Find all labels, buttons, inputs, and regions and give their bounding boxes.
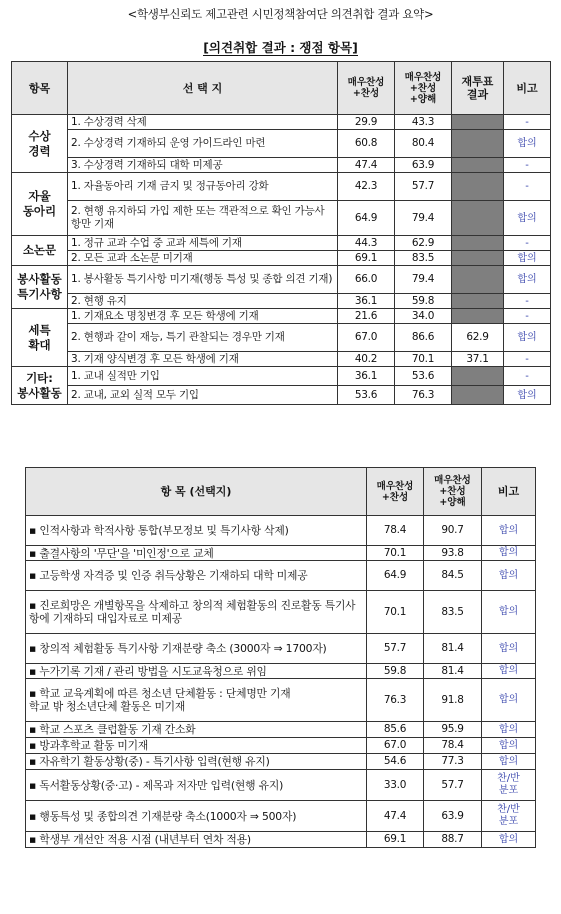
note-value: 합의 (482, 664, 536, 679)
item-row (26, 664, 536, 679)
agree-tolerate-value: 57.7 (395, 173, 452, 201)
agree-tolerate-value: 63.9 (424, 801, 482, 832)
note-value: 합의 (482, 832, 536, 848)
header-item: 항 목 (선택지) (26, 468, 367, 516)
issues-table-header (12, 62, 551, 115)
item-text: ▪ 자유학기 활동상황(중) - 특기사항 입력(현행 유지) (26, 754, 367, 770)
agree-tolerate-value: 83.5 (395, 251, 452, 266)
item-text: ▪ 인적사항과 학적사항 통합(부모정보 및 특기사항 삭제) (26, 516, 367, 546)
section-subtitle (0, 38, 561, 56)
agree-tolerate-value: 57.7 (424, 770, 482, 801)
revote-value (452, 236, 504, 251)
issue-option: 2. 현행 유지 (68, 294, 338, 309)
agree-tolerate-value: 70.1 (395, 352, 452, 367)
note-value: - (504, 236, 551, 251)
agree-tolerate-value: 53.6 (395, 367, 452, 386)
issue-option: 1. 수상경력 삭제 (68, 115, 338, 130)
issue-option: 1. 정규 교과 수업 중 교과 세특에 기재 (68, 236, 338, 251)
items-table-body (26, 516, 536, 848)
item-row (26, 738, 536, 754)
header-revote: 재투표 결과 (452, 62, 504, 115)
note-value: 합의 (504, 201, 551, 236)
issue-option: 3. 수상경력 기재하되 대학 미제공 (68, 158, 338, 173)
issue-option: 1. 봉사활동 특기사항 미기재(행동 특성 및 종합 의견 기재) (68, 266, 338, 294)
note-value: 합의 (504, 386, 551, 405)
issue-option: 2. 현행 유지하되 가입 제한 또는 객관적으로 확인 가능사항만 기재 (68, 201, 338, 236)
note-value: - (504, 294, 551, 309)
agree-value: 47.4 (367, 801, 424, 832)
agree-tolerate-value: 90.7 (424, 516, 482, 546)
item-text: ▪ 누가기록 기재 / 관리 방법을 시도교육청으로 위임 (26, 664, 367, 679)
header-note: 비고 (482, 468, 536, 516)
item-text: ▪ 학교 스포츠 클럽활동 기재 간소화 (26, 722, 367, 738)
revote-value (452, 309, 504, 324)
revote-value: 37.1 (452, 352, 504, 367)
note-value: 합의 (482, 634, 536, 664)
issue-option: 1. 자율동아리 기재 금지 및 정규동아리 강화 (68, 173, 338, 201)
agree-tolerate-value: 78.4 (424, 738, 482, 754)
issue-row (12, 386, 551, 405)
items-table (25, 467, 536, 848)
agree-tolerate-value: 84.5 (424, 561, 482, 591)
issue-category: 봉사활동 특기사항 (12, 266, 68, 309)
agree-value: 64.9 (338, 201, 395, 236)
agree-tolerate-value: 88.7 (424, 832, 482, 848)
item-text: ▪ 학생부 개선안 적용 시점 (내년부터 연차 적용) (26, 832, 367, 848)
header-note: 비고 (504, 62, 551, 115)
item-text: ▪ 출결사항의 '무단'을 '미인정'으로 교체 (26, 546, 367, 561)
issues-table-body (12, 115, 551, 405)
item-row (26, 634, 536, 664)
issue-row (12, 115, 551, 130)
item-text: ▪ 행동특성 및 종합의견 기재분량 축소(1000자 ⇒ 500자) (26, 801, 367, 832)
revote-value (452, 130, 504, 158)
issue-option: 2. 교내, 교외 실적 모두 기입 (68, 386, 338, 405)
note-value: - (504, 173, 551, 201)
agree-tolerate-value: 76.3 (395, 386, 452, 405)
agree-value: 67.0 (338, 324, 395, 352)
note-value: 합의 (504, 324, 551, 352)
issue-row (12, 236, 551, 251)
item-text: ▪ 창의적 체험활동 특기사항 기재분량 축소 (3000자 ⇒ 1700자) (26, 634, 367, 664)
issue-option: 1. 기재요소 명칭변경 후 모든 학생에 기재 (68, 309, 338, 324)
issue-category: 수상 경력 (12, 115, 68, 173)
item-row (26, 546, 536, 561)
note-value: 합의 (482, 561, 536, 591)
agree-tolerate-value: 93.8 (424, 546, 482, 561)
issue-row (12, 201, 551, 236)
agree-tolerate-value: 34.0 (395, 309, 452, 324)
item-row (26, 801, 536, 832)
note-value: 합의 (482, 516, 536, 546)
document-title: <학생부신뢰도 제고관련 시민정책참여단 의견취합 결과 요약> (127, 7, 434, 21)
issue-row (12, 367, 551, 386)
issue-option: 2. 현행과 같이 재능, 특기 관찰되는 경우만 기재 (68, 324, 338, 352)
agree-tolerate-value: 77.3 (424, 754, 482, 770)
note-value: - (504, 352, 551, 367)
item-text: ▪ 독서활동상황(중·고) - 제목과 저자만 입력(현행 유지) (26, 770, 367, 801)
revote-value (452, 266, 504, 294)
issue-row (12, 158, 551, 173)
note-value: 찬/반 분포 (482, 801, 536, 832)
revote-value: 62.9 (452, 324, 504, 352)
agree-value: 33.0 (367, 770, 424, 801)
agree-value: 21.6 (338, 309, 395, 324)
revote-value (452, 294, 504, 309)
item-row (26, 754, 536, 770)
item-row (26, 561, 536, 591)
revote-value (452, 173, 504, 201)
agree-tolerate-value: 43.3 (395, 115, 452, 130)
agree-tolerate-value: 81.4 (424, 634, 482, 664)
agree-value: 53.6 (338, 386, 395, 405)
issue-category: 세특 확대 (12, 309, 68, 367)
item-text: ▪ 방과후학교 활동 미기재 (26, 738, 367, 754)
item-row (26, 722, 536, 738)
agree-tolerate-value: 83.5 (424, 591, 482, 634)
note-value: 찬/반 분포 (482, 770, 536, 801)
issues-table (11, 61, 551, 405)
note-value: - (504, 309, 551, 324)
agree-value: 36.1 (338, 294, 395, 309)
agree-value: 64.9 (367, 561, 424, 591)
agree-value: 42.3 (338, 173, 395, 201)
agree-value: 29.9 (338, 115, 395, 130)
item-row (26, 516, 536, 546)
revote-value (452, 251, 504, 266)
header-agree-tolerate: 매우찬성 +찬성 +양해 (395, 62, 452, 115)
note-value: 합의 (504, 266, 551, 294)
agree-tolerate-value: 81.4 (424, 664, 482, 679)
issue-row (12, 266, 551, 294)
note-value: 합의 (504, 251, 551, 266)
agree-tolerate-value: 62.9 (395, 236, 452, 251)
issue-category: 소논문 (12, 236, 68, 266)
note-value: 합의 (482, 679, 536, 722)
header-agree: 매우찬성 +찬성 (338, 62, 395, 115)
agree-value: 59.8 (367, 664, 424, 679)
item-text: ▪ 학교 교육계획에 따른 청소년 단체활동 : 단체명만 기재 학교 밖 청소년단체 활동은 미기재 (26, 679, 367, 722)
agree-value: 66.0 (338, 266, 395, 294)
revote-value (452, 367, 504, 386)
agree-value: 57.7 (367, 634, 424, 664)
header-agree: 매우찬성 +찬성 (367, 468, 424, 516)
agree-value: 40.2 (338, 352, 395, 367)
note-value: 합의 (482, 591, 536, 634)
issue-row (12, 352, 551, 367)
revote-value (452, 158, 504, 173)
issue-row (12, 309, 551, 324)
agree-tolerate-value: 79.4 (395, 266, 452, 294)
issue-row (12, 324, 551, 352)
agree-tolerate-value: 86.6 (395, 324, 452, 352)
agree-value: 78.4 (367, 516, 424, 546)
item-row (26, 832, 536, 848)
agree-tolerate-value: 80.4 (395, 130, 452, 158)
header-options: 선 택 지 (68, 62, 338, 115)
agree-value: 36.1 (338, 367, 395, 386)
note-value: 합의 (482, 754, 536, 770)
note-value: 합의 (504, 130, 551, 158)
issue-row (12, 130, 551, 158)
item-text: ▪ 진로희망은 개별항목을 삭제하고 창의적 체험활동의 진로활동 특기사항에 기재하되 대입자료로 미제공 (26, 591, 367, 634)
issue-row (12, 173, 551, 201)
note-value: 합의 (482, 738, 536, 754)
items-table-header (26, 468, 536, 516)
agree-tolerate-value: 79.4 (395, 201, 452, 236)
note-value: 합의 (482, 546, 536, 561)
issue-option: 2. 수상경력 기재하되 운영 가이드라인 마련 (68, 130, 338, 158)
header-agree-tolerate: 매우찬성 +찬성 +양해 (424, 468, 482, 516)
agree-value: 44.3 (338, 236, 395, 251)
agree-tolerate-value: 91.8 (424, 679, 482, 722)
issue-row (12, 294, 551, 309)
issue-category: 기타: 봉사활동 (12, 367, 68, 405)
note-value: - (504, 115, 551, 130)
agree-value: 70.1 (367, 591, 424, 634)
issue-category: 자율 동아리 (12, 173, 68, 236)
issue-row (12, 251, 551, 266)
issue-option: 3. 기재 양식변경 후 모든 학생에 기재 (68, 352, 338, 367)
issue-option: 2. 모든 교과 소논문 미기재 (68, 251, 338, 266)
agree-value: 69.1 (367, 832, 424, 848)
header-category: 항목 (12, 62, 68, 115)
note-value: 합의 (482, 722, 536, 738)
item-row (26, 591, 536, 634)
note-value: - (504, 367, 551, 386)
agree-value: 54.6 (367, 754, 424, 770)
agree-tolerate-value: 63.9 (395, 158, 452, 173)
revote-value (452, 201, 504, 236)
agree-value: 70.1 (367, 546, 424, 561)
agree-tolerate-value: 59.8 (395, 294, 452, 309)
revote-value (452, 386, 504, 405)
agree-value: 67.0 (367, 738, 424, 754)
note-value: - (504, 158, 551, 173)
issue-option: 1. 교내 실적만 기입 (68, 367, 338, 386)
agree-tolerate-value: 95.9 (424, 722, 482, 738)
agree-value: 60.8 (338, 130, 395, 158)
revote-value (452, 115, 504, 130)
section-subtitle-text: [의견취합 결과 : 쟁점 항목] (203, 40, 358, 55)
item-text: ▪ 고등학생 자격증 및 인증 취득상황은 기재하되 대학 미제공 (26, 561, 367, 591)
item-row (26, 679, 536, 722)
agree-value: 69.1 (338, 251, 395, 266)
agree-value: 47.4 (338, 158, 395, 173)
agree-value: 85.6 (367, 722, 424, 738)
agree-value: 76.3 (367, 679, 424, 722)
item-row (26, 770, 536, 801)
